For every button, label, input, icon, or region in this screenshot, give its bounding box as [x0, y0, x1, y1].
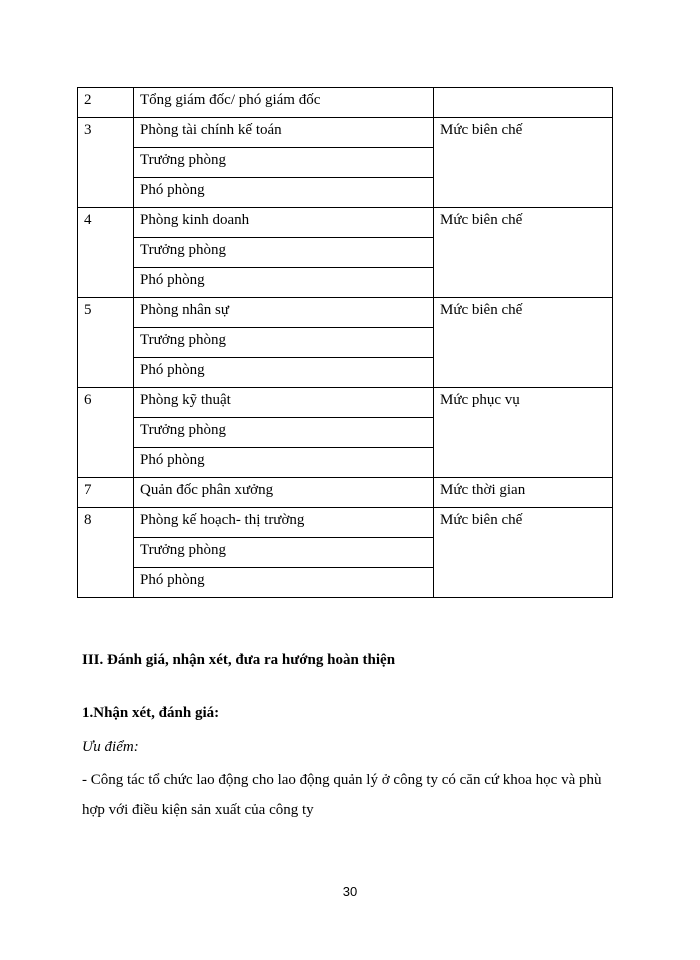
table-row [78, 388, 613, 418]
table-row [78, 118, 613, 148]
position-cell: Trưởng phòng [134, 148, 434, 178]
table-row [78, 508, 613, 538]
row-number-cell: 8 [78, 508, 134, 598]
norm-type-cell: Mức biên chế [434, 118, 613, 208]
position-cell: Trưởng phòng [134, 538, 434, 568]
department-cell: Phòng kế hoạch- thị trường [134, 508, 434, 538]
department-cell: Phòng tài chính kế toán [134, 118, 434, 148]
norm-type-cell: Mức phục vụ [434, 388, 613, 478]
advantages-label: Ưu điểm: [82, 739, 139, 755]
position-cell: Phó phòng [134, 358, 434, 388]
table-row [78, 88, 613, 118]
norm-type-cell: Mức biên chế [434, 208, 613, 298]
advantages-paragraph: - Công tác tổ chức lao động cho lao động quản lý ở công ty có căn cứ khoa học và phù hợp với điều kiện sản xuất của công ty [82, 772, 602, 818]
norm-type-cell [434, 88, 613, 118]
table-row [78, 478, 613, 508]
page-number: 30 [342, 884, 358, 899]
position-cell: Phó phòng [134, 268, 434, 298]
row-number-cell: 7 [78, 478, 134, 508]
department-cell: Phòng kinh doanh [134, 208, 434, 238]
norm-type-cell: Mức thời gian [434, 478, 613, 508]
row-number-cell: 5 [78, 298, 134, 388]
department-cell: Phòng kỹ thuật [134, 388, 434, 418]
row-number-cell: 3 [78, 118, 134, 208]
position-cell: Phó phòng [134, 568, 434, 598]
position-cell: Trưởng phòng [134, 328, 434, 358]
position-cell: Phó phòng [134, 178, 434, 208]
subsection-1-heading: 1.Nhận xét, đánh giá: [82, 705, 220, 721]
position-cell: Trưởng phòng [134, 238, 434, 268]
section-3-heading: III. Đánh giá, nhận xét, đưa ra hướng hoàn thiện [82, 652, 396, 668]
norm-type-cell: Mức biên chế [434, 298, 613, 388]
department-cell: Phòng nhân sự [134, 298, 434, 328]
table-row [78, 298, 613, 328]
table-row [78, 208, 613, 238]
row-number-cell: 2 [78, 88, 134, 118]
labor-norm-table [77, 87, 613, 598]
labor-norm-table-body [78, 88, 613, 598]
department-cell: Quản đốc phân xưởng [134, 478, 434, 508]
row-number-cell: 4 [78, 208, 134, 298]
position-cell: Trưởng phòng [134, 418, 434, 448]
row-number-cell: 6 [78, 388, 134, 478]
norm-type-cell: Mức biên chế [434, 508, 613, 598]
position-cell: Phó phòng [134, 448, 434, 478]
department-cell: Tổng giám đốc/ phó giám đốc [134, 88, 434, 118]
